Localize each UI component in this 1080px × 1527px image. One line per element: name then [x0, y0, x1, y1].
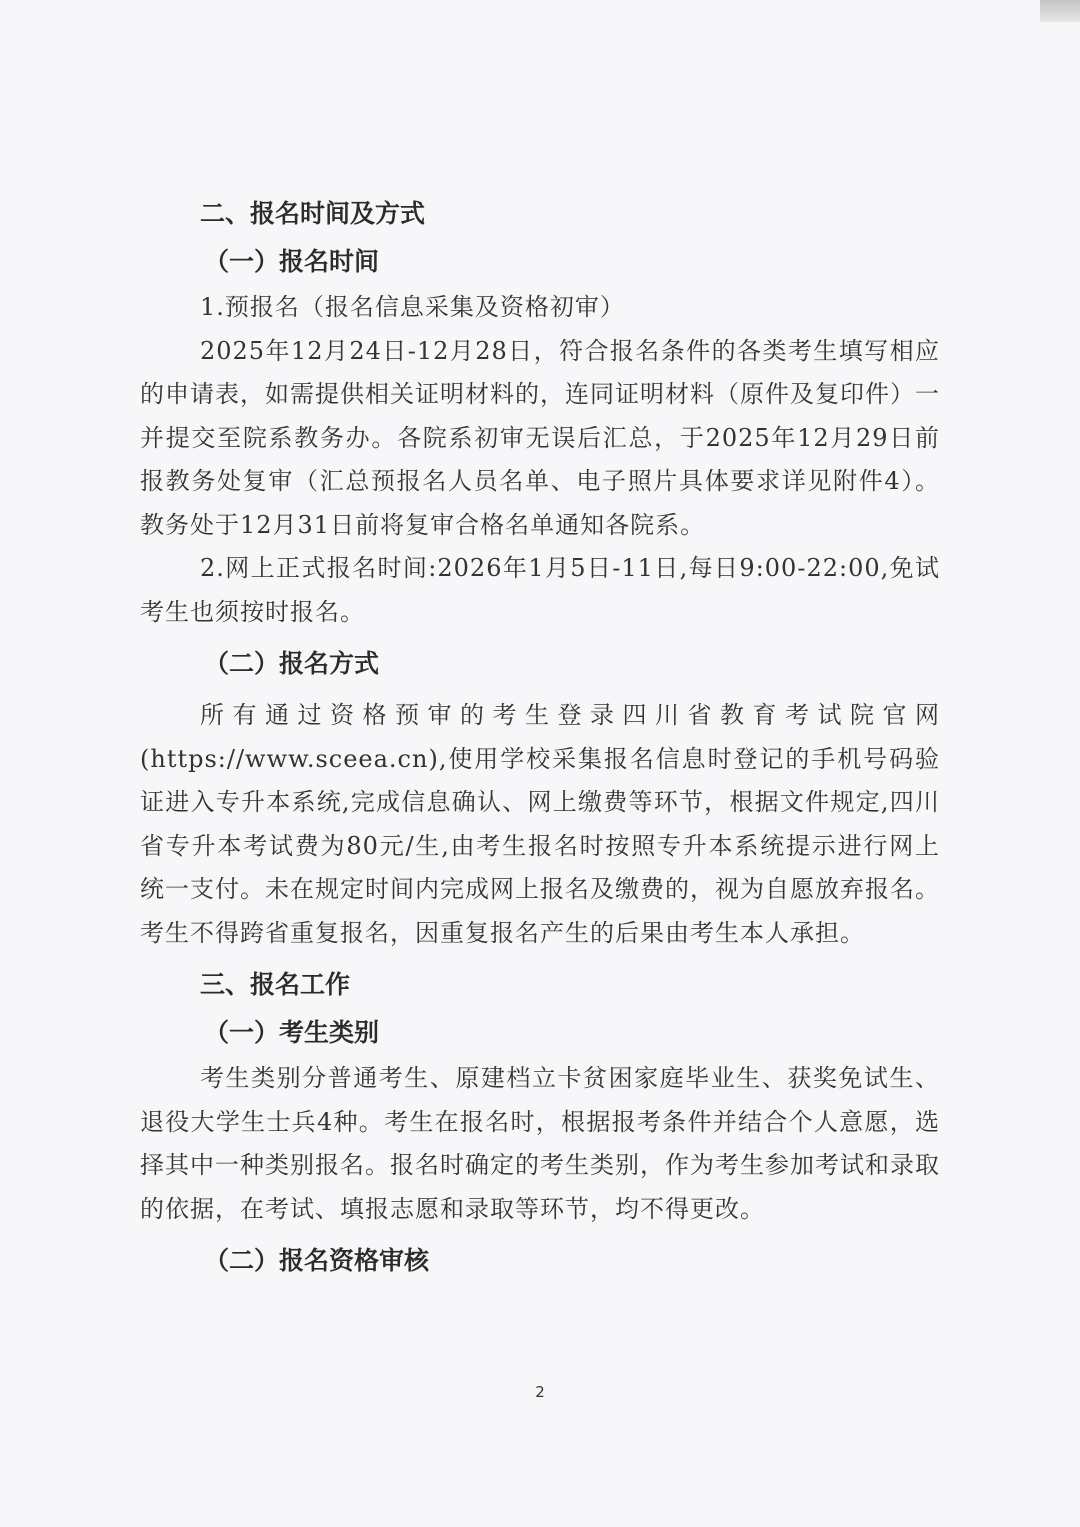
document-body — [140, 190, 940, 1285]
section-3-1-body: 考生类别分普通考生、原建档立卡贫困家庭毕业生、获奖免试生、退役大学生士兵4种。考生在报名时，根据报考条件并结合个人意愿，选择其中一种类别报名。报名时确定的考生类别，作为考生参加考试和录取的依据，在考试、填报志愿和录取等环节，均不得更改。 — [140, 1064, 940, 1223]
section-2-title: 二、报名时间及方式 — [200, 199, 426, 228]
section-2-2-title: （二）报名方式 — [204, 649, 380, 678]
section-3-title: 三、报名工作 — [200, 970, 351, 999]
section-3-2-title: （二）报名资格审核 — [204, 1246, 430, 1275]
section-2-1-title: （一）报名时间 — [204, 247, 380, 276]
section-2-1-item-1: 1.预报名（报名信息采集及资格初审） — [200, 293, 625, 321]
section-2-1-item-1-body: 2025年12月24日-12月28日，符合报名条件的各类考生填写相应的申请表，如需提供相关证明材料的，连同证明材料（原件及复印件）一并提交至院系教务办。各院系初审无误后汇总，于2025年12月29日前报教务处复审（汇总预报名人员名单、电子照片具体要求详见附件4）。教务处于12月31日前将复审合格名单通知各院系。 — [140, 336, 940, 539]
section-2-2-body: 所有通过资格预审的考生登录四川省教育考试院官网(https://www.sceea.cn),使用学校采集报名信息时登记的手机号码验证进入专升本系统,完成信息确认、网上缴费等环节，根据文件规定,四川省专升本考试费为80元/生,由考生报名时按照专升本系统提示进行网上统一支付。未在规定时间内完成网上报名及缴费的，视为自愿放弃报名。考生不得跨省重复报名，因重复报名产生的后果由考生本人承担。 — [140, 701, 940, 947]
page-number: 2 — [535, 1383, 545, 1401]
scan-edge-shadow — [1040, 0, 1080, 22]
section-2-1-item-2-body: 2.网上正式报名时间:2026年1月5日-11日,每日9:00-22:00,免试考生也须按时报名。 — [140, 554, 940, 626]
section-3-1-title: （一）考生类别 — [204, 1018, 380, 1047]
